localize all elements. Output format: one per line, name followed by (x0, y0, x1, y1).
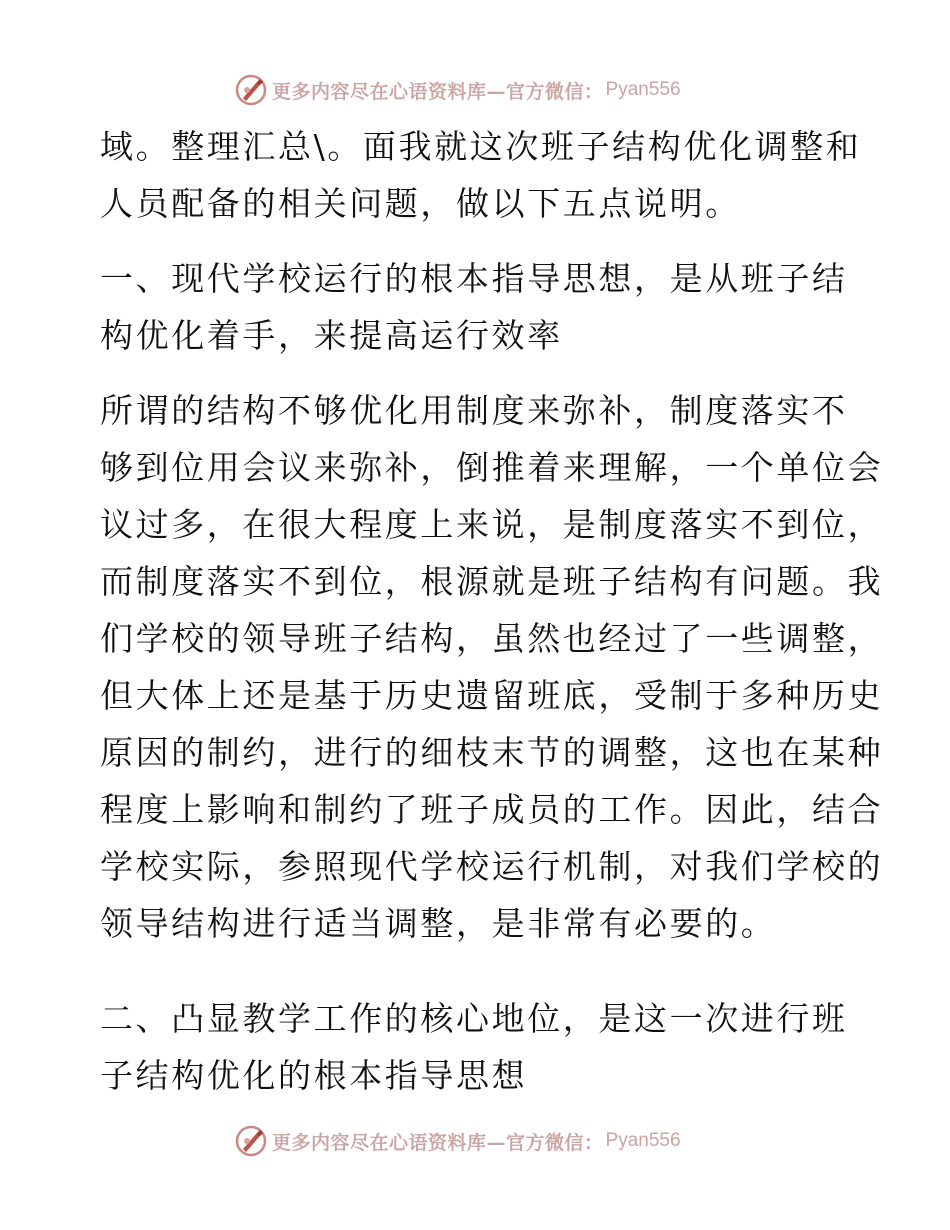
text-line: 一、现代学校运行的根本指导思想，是从班子结 (100, 259, 848, 298)
watermark-text: 更多内容尽在心语资料库—官方微信： (272, 80, 604, 103)
text-line: 人员配备的相关问题，做以下五点说明。 (100, 184, 741, 223)
text-line: 所谓的结构不够优化用制度来弥补，制度落实不 (100, 391, 848, 430)
section-heading-2 (100, 990, 860, 1104)
text-line: 学校实际，参照现代学校运行机制，对我们学校的 (100, 847, 884, 886)
footer-watermark (234, 1123, 681, 1159)
pen-logo-icon (234, 1124, 268, 1158)
text-line: 而制度落实不到位，根源就是班子结构有问题。我 (100, 562, 884, 601)
watermark-account: Pyan556 (605, 1130, 681, 1151)
text-line: 领导结构进行适当调整，是非常有必要的。 (100, 904, 777, 943)
text-line: 程度上影响和制约了班子成员的工作。因此，结合 (100, 790, 884, 829)
paragraph-intro (100, 118, 860, 232)
header-watermark (234, 72, 681, 108)
watermark-text: 更多内容尽在心语资料库—官方微信： (272, 1131, 604, 1154)
paragraph-body-1 (100, 382, 884, 952)
text-line: 子结构优化的根本指导思想 (100, 1056, 528, 1095)
text-line: 但大体上还是基于历史遗留班底，受制于多种历史 (100, 676, 884, 715)
text-line: 议过多，在很大程度上来说，是制度落实不到位， (100, 505, 884, 544)
section-heading-1 (100, 250, 860, 364)
text-line: 够到位用会议来弥补，倒推着来理解，一个单位会 (100, 448, 884, 487)
pen-logo-icon (234, 73, 268, 107)
watermark-account: Pyan556 (605, 79, 681, 100)
text-line: 二、凸显教学工作的核心地位，是这一次进行班 (100, 999, 848, 1038)
text-line: 构优化着手，来提高运行效率 (100, 316, 563, 355)
text-line: 们学校的领导班子结构，虽然也经过了一些调整， (100, 619, 884, 658)
text-line: 原因的制约，进行的细枝末节的调整，这也在某种 (100, 733, 884, 772)
text-line: 域。整理汇总\。面我就这次班子结构优化调整和 (100, 127, 862, 166)
